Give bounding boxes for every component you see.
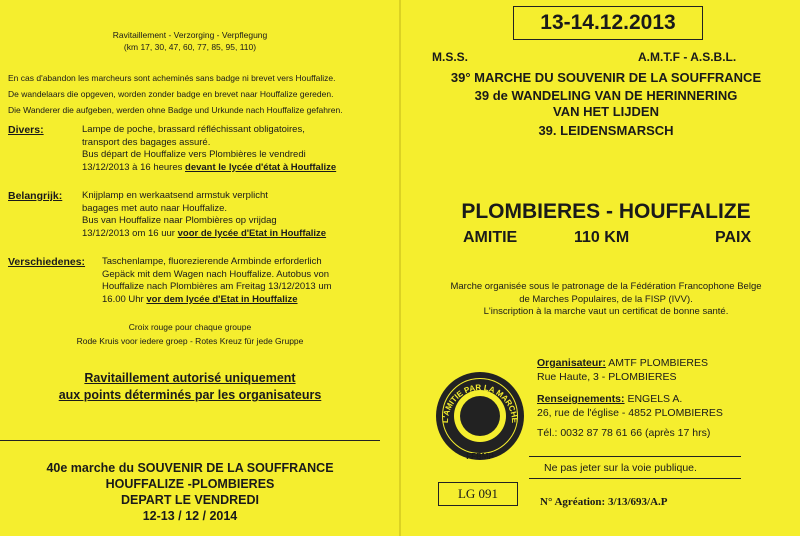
verschiedenes-line4-b: vor dem lycée d'Etat in Houffalize xyxy=(146,293,298,305)
event-titles xyxy=(412,70,800,139)
right-divider-bottom xyxy=(529,478,741,479)
organiser-address: Rue Haute, 3 - PLOMBIERES xyxy=(537,371,677,383)
abandon-fr: En cas d'abandon les marcheurs sont acheminés sans badge ni brevet vers Houffalize. xyxy=(8,73,336,83)
ravit-authorised-line1: Ravitaillement autorisé uniquement xyxy=(84,371,296,385)
verschiedenes-block xyxy=(102,256,392,306)
belangrijk-line3: Bus van Houffalize naar Plombières op vrijdag xyxy=(82,215,277,226)
organiser-line xyxy=(537,356,723,370)
divers-line3: Bus départ de Houffalize vers Plombières le vendredi xyxy=(82,149,306,160)
right-divider-top xyxy=(529,456,741,457)
ravit-authorised xyxy=(0,370,380,404)
amtf-label: A.M.T.F - A.S.B.L. xyxy=(638,50,737,64)
svg-text:L'AMITIE PAR LA MARCHE xyxy=(441,383,519,424)
ravit-header-line2: (km 17, 30, 47, 60, 77, 85, 95, 110) xyxy=(123,42,257,52)
ravit-header-line1: Ravitaillement - Verzorging - Verpflegung xyxy=(112,30,268,40)
red-cross-line1: Croix rouge pour chaque groupe xyxy=(128,322,252,332)
verschiedenes-line2: Gepäck mit dem Wagen nach Houffalize. Autobus von xyxy=(102,268,330,280)
next-edition-line1: 40e marche du SOUVENIR DE LA SOUFFRANCE xyxy=(46,461,334,475)
next-edition-line2: HOUFFALIZE -PLOMBIERES xyxy=(105,477,275,491)
red-cross-notice xyxy=(0,320,380,348)
abandon-notice xyxy=(8,70,388,118)
next-edition xyxy=(0,460,380,524)
ravit-authorised-line2: aux points déterminés par les organisateurs xyxy=(58,388,322,402)
verschiedenes-line3: Houffalize nach Plombières am Freitag 13/12/2013 um xyxy=(102,281,332,292)
route-title: PLOMBIERES - HOUFFALIZE xyxy=(461,200,751,223)
patronage-line1: Marche organisée sous le patronage de la Fédération Francophone Belge xyxy=(450,281,762,292)
verschiedenes-line4 xyxy=(102,294,392,307)
divers-label: Divers: xyxy=(8,124,44,136)
title-de: 39. LEIDENSMARSCH xyxy=(538,123,674,138)
verschiedenes-line1: Taschenlampe, fluorezierende Armbinde erforderlich xyxy=(102,256,322,267)
fold-line xyxy=(399,0,401,536)
divers-line4-b: devant le lycée d'état à Houffalize xyxy=(185,161,337,173)
patronage-line2: de Marches Populaires, de la FISP (IVV). xyxy=(519,293,693,305)
seal-text: L'AMITIE PAR LA MARCHE xyxy=(440,382,520,424)
belangrijk-block xyxy=(82,190,392,240)
red-cross-line2: Rode Kruis voor iedere groep - Rotes Kreuz für jede Gruppe xyxy=(76,336,304,346)
seal-acronym: FFBMP xyxy=(466,452,494,461)
amitie-label: AMITIE xyxy=(463,229,518,246)
belangrijk-line2: bagages met auto naar Houffalize. xyxy=(82,202,228,214)
title-nl-2: VAN HET LIJDEN xyxy=(553,104,659,119)
abandon-nl: De wandelaars die opgeven, worden zonder badge en brevet naar Houffalize gereden. xyxy=(8,89,334,99)
info-address: 26, rue de l'église - 4852 PLOMBIERES xyxy=(537,407,723,419)
abandon-de: Die Wanderer die aufgeben, werden ohne Badge und Urkunde nach Houffalize gefahren. xyxy=(8,105,343,115)
organiser-label: Organisateur: xyxy=(537,357,606,369)
next-edition-line4: 12-13 / 12 / 2014 xyxy=(142,509,238,523)
divers-line4 xyxy=(82,162,392,175)
belangrijk-line1: Knijplamp en werkaatsend armstuk verplicht xyxy=(82,190,268,201)
divers-line1: Lampe de poche, brassard réfléchissant obligatoires, xyxy=(82,124,305,135)
info-name: ENGELS A. xyxy=(624,393,683,405)
lg-number-box: LG 091 xyxy=(438,482,518,506)
title-fr: 39° MARCHE DU SOUVENIR DE LA SOUFFRANCE xyxy=(450,70,762,85)
belangrijk-label: Belangrijk: xyxy=(8,190,63,202)
mss-label: M.S.S. xyxy=(432,50,469,64)
verschiedenes-line4-a: 16.00 Uhr xyxy=(102,293,147,305)
agreation-number: N° Agréation: 3/13/693/A.P xyxy=(540,496,668,508)
patronage-block xyxy=(412,281,800,319)
phone-line: Tél.: 0032 87 78 61 66 (après 17 hrs) xyxy=(537,427,711,439)
belangrijk-line4 xyxy=(82,228,392,241)
info-label: Renseignements: xyxy=(537,393,625,405)
verschiedenes-label: Verschiedenes: xyxy=(8,256,86,268)
belangrijk-line4-b: voor de lycée d'Etat in Houffalize xyxy=(177,227,327,239)
info-line xyxy=(537,392,723,406)
title-nl-1: 39 de WANDELING VAN DE HERINNERING xyxy=(474,88,738,103)
left-divider xyxy=(0,440,380,441)
next-edition-line3: DEPART LE VENDREDI xyxy=(121,493,259,507)
divers-line4-a: 13/12/2013 à 16 heures xyxy=(82,161,186,173)
patronage-line3: L'inscription à la marche vaut un certificat de bonne santé. xyxy=(483,306,729,317)
ravit-header xyxy=(0,29,380,53)
belangrijk-line4-a: 13/12/2013 om 16 uur xyxy=(82,227,178,239)
no-litter-notice: Ne pas jeter sur la voie publique. xyxy=(544,462,697,474)
seal-lettering xyxy=(436,372,524,460)
organiser-name: AMTF PLOMBIERES xyxy=(605,357,708,369)
divers-line2: transport des bagages assuré. xyxy=(82,136,211,148)
paix-label: PAIX xyxy=(715,229,752,246)
distance-label: 110 KM xyxy=(574,229,630,246)
event-date: 13-14.12.2013 xyxy=(513,6,703,40)
divers-block xyxy=(82,124,392,174)
organiser-block xyxy=(537,356,723,440)
